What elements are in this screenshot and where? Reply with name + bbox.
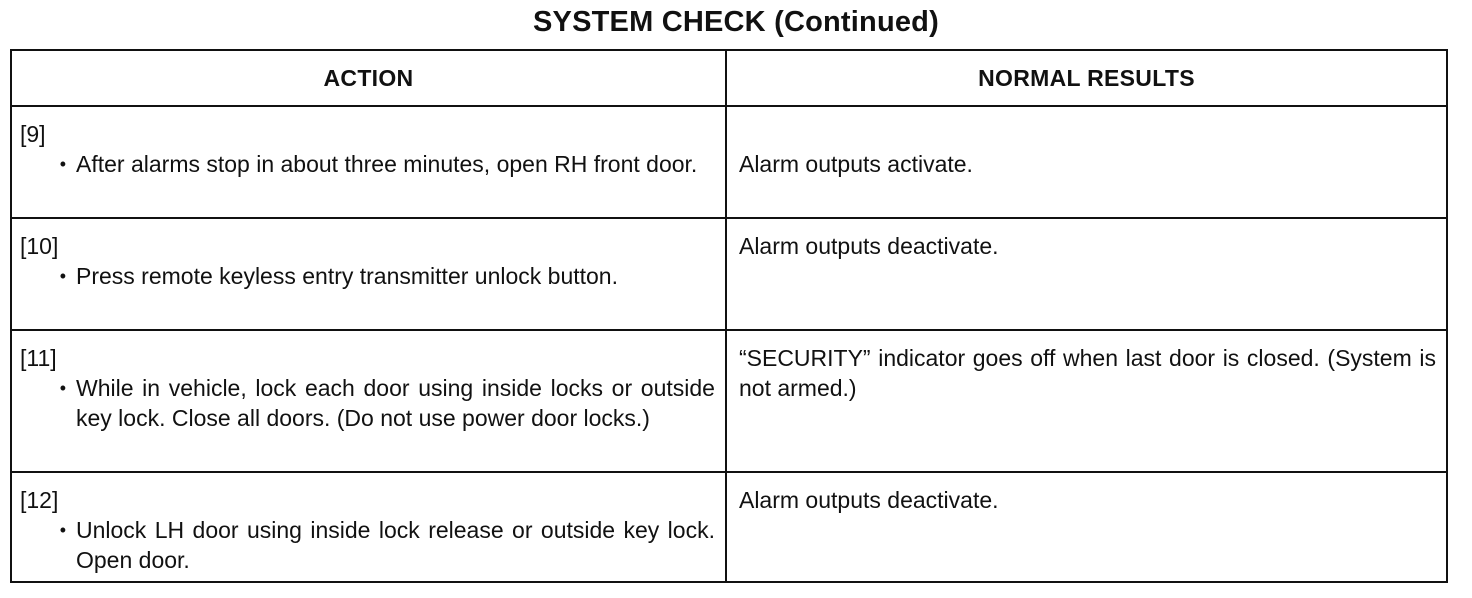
result-cell [726,330,1447,472]
result-text: “SECURITY” indicator goes off when last door is closed. (System is not armed.) [738,345,1436,401]
action-text: While in vehicle, lock each door using inside locks or outside key lock. Close all doors. (Do not use power door locks.) [76,375,715,431]
system-check-table [10,49,1448,583]
action-cell [11,218,726,330]
result-text: Alarm outputs activate. [738,151,973,177]
table-row [11,472,1447,582]
action-item [20,515,715,575]
step-number: [9] [20,121,46,147]
bullet-icon: • [59,154,66,174]
step-number: [10] [20,233,59,259]
table-row [11,218,1447,330]
page-title: SYSTEM CHECK (Continued) [533,6,939,38]
action-cell [11,106,726,218]
table-row [11,330,1447,472]
bullet-icon: • [59,520,66,540]
action-text: Press remote keyless entry transmitter unlock button. [76,263,618,289]
action-item [20,149,715,179]
result-text: Alarm outputs deactivate. [738,487,999,513]
action-cell [11,472,726,582]
table-header-row [11,50,1447,106]
action-item [20,373,715,433]
action-text: Unlock LH door using inside lock release or outside key lock. Open door. [76,517,715,573]
bullet-icon: • [59,378,66,398]
step-number: [11] [20,345,57,371]
result-text: Alarm outputs deactivate. [738,233,999,259]
action-item [20,261,715,291]
result-cell [726,106,1447,218]
bullet-icon: • [59,266,66,286]
result-cell [726,218,1447,330]
action-text: After alarms stop in about three minutes, open RH front door. [76,151,698,177]
table-row [11,106,1447,218]
result-cell [726,472,1447,582]
column-header-action: ACTION [11,50,726,106]
column-header-normal-results: NORMAL RESULTS [726,50,1447,106]
action-cell [11,330,726,472]
step-number: [12] [20,487,59,513]
